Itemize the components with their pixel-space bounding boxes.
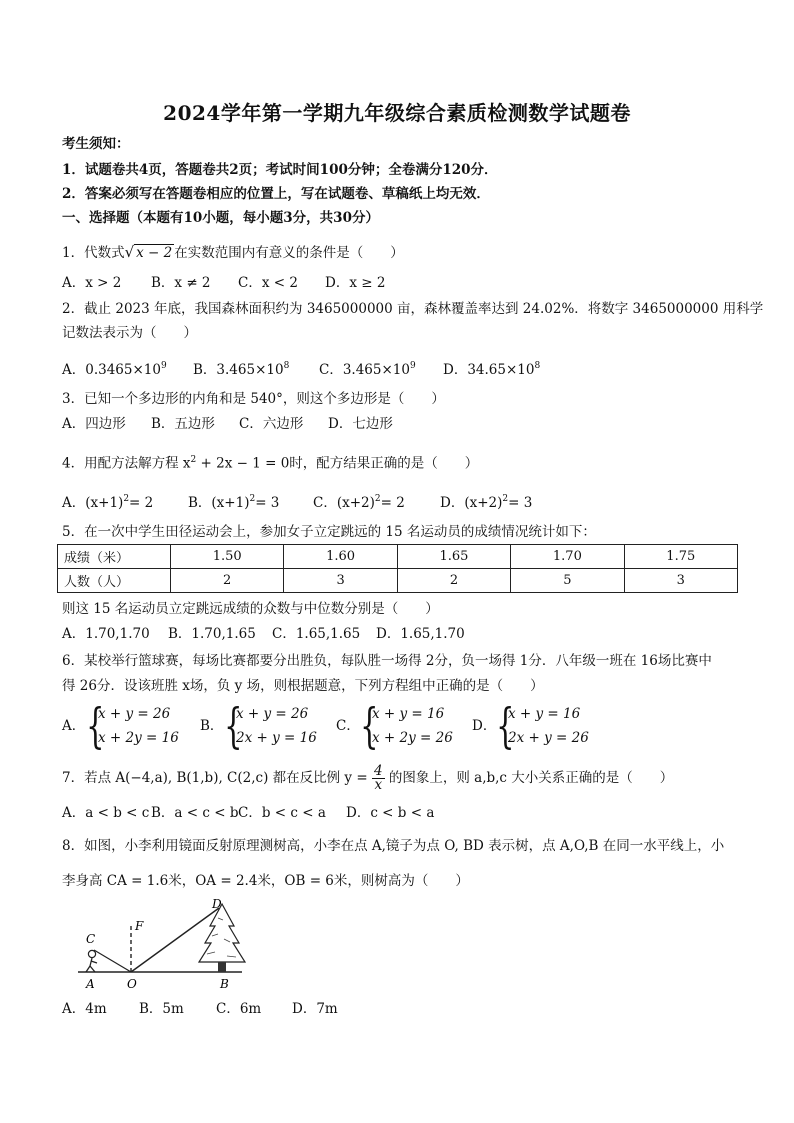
question-6-line-1: 6．某校举行篮球赛，每场比赛都要分出胜负，每队胜一场得 2分，负一场得 1分．八年级一班在 16场比赛中 <box>62 653 712 669</box>
sqrt-icon: √ <box>124 243 135 261</box>
q4-option-d <box>440 489 532 513</box>
tree-icon <box>199 904 245 972</box>
exam-title: 2024学年第一学期九年级综合素质检测数学试题卷 <box>163 101 631 125</box>
q6-option-b-eq-2: 2x + y = 16 <box>236 730 317 746</box>
question-4-stem <box>62 450 478 474</box>
table-row <box>58 569 738 593</box>
question-1-stem <box>62 242 404 263</box>
question-7-options <box>62 803 434 823</box>
q3-option-d: D．七边形 <box>328 416 393 432</box>
label-b: B <box>220 977 229 991</box>
q4-option-a <box>62 489 188 513</box>
q6-option-d-label: D． <box>472 718 497 734</box>
table-cell: 1.75 <box>624 545 737 569</box>
person-icon <box>86 950 97 972</box>
q6-option-d-eq-2: 2x + y = 26 <box>508 730 589 746</box>
q6-option-a-eq-2: x + 2y = 16 <box>98 730 179 746</box>
table-cell: 1.60 <box>284 545 397 569</box>
table-row-header: 人数（人） <box>58 569 171 593</box>
q1-option-a: A．x > 2 <box>62 275 122 291</box>
table-cell: 2 <box>171 569 284 593</box>
q6-option-b-eq-1: x + y = 26 <box>236 706 309 722</box>
q4-option-c-rest: = 2 <box>380 494 405 511</box>
question-8-line-1: 8．如图，小李利用镜面反射原理测树高，小李在点 A,镜子为点 O, BD 表示树，点 A,O,B 在同一水平线上，小 <box>62 838 725 854</box>
q2-option-b-exp: 8 <box>283 361 290 371</box>
question-4-options <box>62 489 532 513</box>
q6-option-a-eq-1: x + y = 26 <box>98 706 171 722</box>
q1-stem-b: 在实数范围内有意义的条件是（ ） <box>174 245 404 261</box>
notice-item-2: 2．答案必须写在答题卷相应的位置上，写在试题卷、草稿纸上均无效． <box>62 186 490 202</box>
q5-option-c: C．1.65,1.65 <box>272 626 361 642</box>
table-cell: 1.70 <box>511 545 624 569</box>
q2-option-d <box>443 356 540 380</box>
q8-option-b: B．5m <box>139 1001 184 1017</box>
notice-heading: 考生须知： <box>62 136 130 152</box>
q4-stem-b: + 2x − 1 = 0时，配方结果正确的是（ ） <box>196 455 479 472</box>
q6-option-c-eq-2: x + 2y = 26 <box>372 730 453 746</box>
question-5-options <box>62 624 465 644</box>
q4-option-a-exp: 2 <box>123 494 130 504</box>
label-a: A <box>86 977 95 991</box>
notice-item-1: 1．试题卷共4页，答题卷共2页；考试时间100分钟；全卷满分120分． <box>62 162 498 178</box>
q4-option-b-base: B．(x+1) <box>188 494 250 511</box>
q4-stem-exp: 2 <box>190 455 197 465</box>
q6-option-a-label: A． <box>62 718 86 734</box>
q7-fraction-numerator: 4 <box>373 763 383 779</box>
q2-option-d-base: D．34.65×10 <box>443 361 535 378</box>
q3-option-c: C．六边形 <box>239 416 304 432</box>
question-2-options <box>62 356 540 380</box>
q2-option-a <box>62 356 193 380</box>
q3-option-a: A．四边形 <box>62 416 126 432</box>
q4-option-a-base: A．(x+1) <box>62 494 124 511</box>
q1-radicand: x − 2 <box>136 245 173 261</box>
q2-option-b-base: B．3.465×10 <box>193 361 284 378</box>
mirror-reflection-figure <box>72 896 282 994</box>
q2-option-d-exp: 8 <box>534 361 541 371</box>
q2-option-c <box>319 356 443 380</box>
q5-option-b: B．1.70,1.65 <box>168 626 256 642</box>
table-cell: 2 <box>397 569 510 593</box>
label-c: C <box>86 932 96 946</box>
question-5-stem: 5．在一次中学生田径运动会上，参加女子立定跳远的 15 名运动员的成绩情况统计如下： <box>62 524 596 540</box>
q6-option-c-eq-1: x + y = 16 <box>372 706 445 722</box>
question-8-line-2: 李身高 CA = 1.6米，OA = 2.4米，OB = 6米，则树高为（ ） <box>62 873 469 889</box>
label-o: O <box>127 977 137 991</box>
q8-option-a: A．4m <box>62 1001 107 1017</box>
question-3-stem: 3．已知一个多边形的内角和是 540°，则这个多边形是（ ） <box>62 391 445 407</box>
question-3-options <box>62 414 393 434</box>
q8-option-c: C．6m <box>216 1001 262 1017</box>
q6-option-d-eq-1: x + y = 16 <box>508 706 581 722</box>
question-8-options <box>62 999 338 1019</box>
q5-option-d: D．1.65,1.70 <box>376 626 465 642</box>
question-6-line-2: 得 26分．设该班胜 x场，负 y 场，则根据题意，下列方程组中正确的是（ ） <box>62 678 544 694</box>
brace-icon: { <box>360 698 379 754</box>
q4-option-b-exp: 2 <box>249 494 256 504</box>
q4-option-c <box>313 489 440 513</box>
q4-option-d-exp: 2 <box>502 494 509 504</box>
question-7-stem <box>62 764 673 792</box>
q7-stem-b: 的图象上，则 a,b,c 大小关系正确的是（ ） <box>388 770 674 786</box>
q4-option-b <box>188 489 313 513</box>
table-cell: 3 <box>624 569 737 593</box>
brace-icon: { <box>86 698 105 754</box>
q7-stem-a: 7．若点 A(−4,a), B(1,b), C(2,c) 都在反比例 y = <box>62 770 368 786</box>
q7-fraction <box>372 765 385 792</box>
q4-option-c-base: C．(x+2) <box>313 494 375 511</box>
q8-option-d: D．7m <box>292 1001 338 1017</box>
label-f: F <box>135 919 144 933</box>
table-row <box>58 545 738 569</box>
q1-option-c: C．x < 2 <box>238 275 298 291</box>
question-2-line-2: 记数法表示为（ ） <box>62 325 197 341</box>
q7-option-b: B．a < c < b <box>151 805 239 821</box>
table-cell: 3 <box>284 569 397 593</box>
section-1-heading: 一、选择题（本题有10小题，每小题3分，共30分） <box>62 210 379 226</box>
table-cell: 1.50 <box>171 545 284 569</box>
q7-fraction-denominator: x <box>374 777 383 793</box>
q6-option-b-label: B． <box>200 718 224 734</box>
table-cell: 5 <box>511 569 624 593</box>
q3-option-b: B．五边形 <box>151 416 215 432</box>
q1-stem-a: 1．代数式 <box>62 245 125 261</box>
q2-option-a-base: A．0.3465×10 <box>62 361 161 378</box>
table-cell: 1.65 <box>397 545 510 569</box>
q4-option-d-rest: = 3 <box>508 494 533 511</box>
q2-option-c-exp: 9 <box>409 361 416 371</box>
q2-option-a-exp: 9 <box>160 361 167 371</box>
q4-option-a-rest: = 2 <box>129 494 154 511</box>
q4-option-d-base: D．(x+2) <box>440 494 503 511</box>
q1-option-b: B．x ≠ 2 <box>151 275 211 291</box>
incident-ray-co <box>94 950 131 972</box>
q5-option-a: A．1.70,1.70 <box>62 626 150 642</box>
q7-option-c: C．b < c < a <box>238 805 326 821</box>
q7-option-d: D．c < b < a <box>346 805 435 821</box>
q7-option-a: A．a < b < c <box>62 805 150 821</box>
table-row-header: 成绩（米） <box>58 545 171 569</box>
q6-option-c-label: C． <box>336 718 360 734</box>
label-d: D <box>212 897 222 911</box>
q4-stem-a: 4．用配方法解方程 x <box>62 455 191 472</box>
brace-icon: { <box>224 698 243 754</box>
question-1-options <box>62 273 385 293</box>
q1-option-d: D．x ≥ 2 <box>325 275 386 291</box>
brace-icon: { <box>496 698 515 754</box>
q2-option-b <box>193 356 319 380</box>
q2-option-c-base: C．3.465×10 <box>319 361 410 378</box>
question-2-line-1: 2．截止 2023 年底，我国森林面积约为 3465000000 亩，森林覆盖率达到 24.02%．将数字 3465000000 用科学 <box>62 301 764 317</box>
q4-option-c-exp: 2 <box>374 494 381 504</box>
q4-option-b-rest: = 3 <box>255 494 280 511</box>
question-5-stem-2: 则这 15 名运动员立定跳远成绩的众数与中位数分别是（ ） <box>62 601 439 617</box>
score-table <box>57 544 738 593</box>
